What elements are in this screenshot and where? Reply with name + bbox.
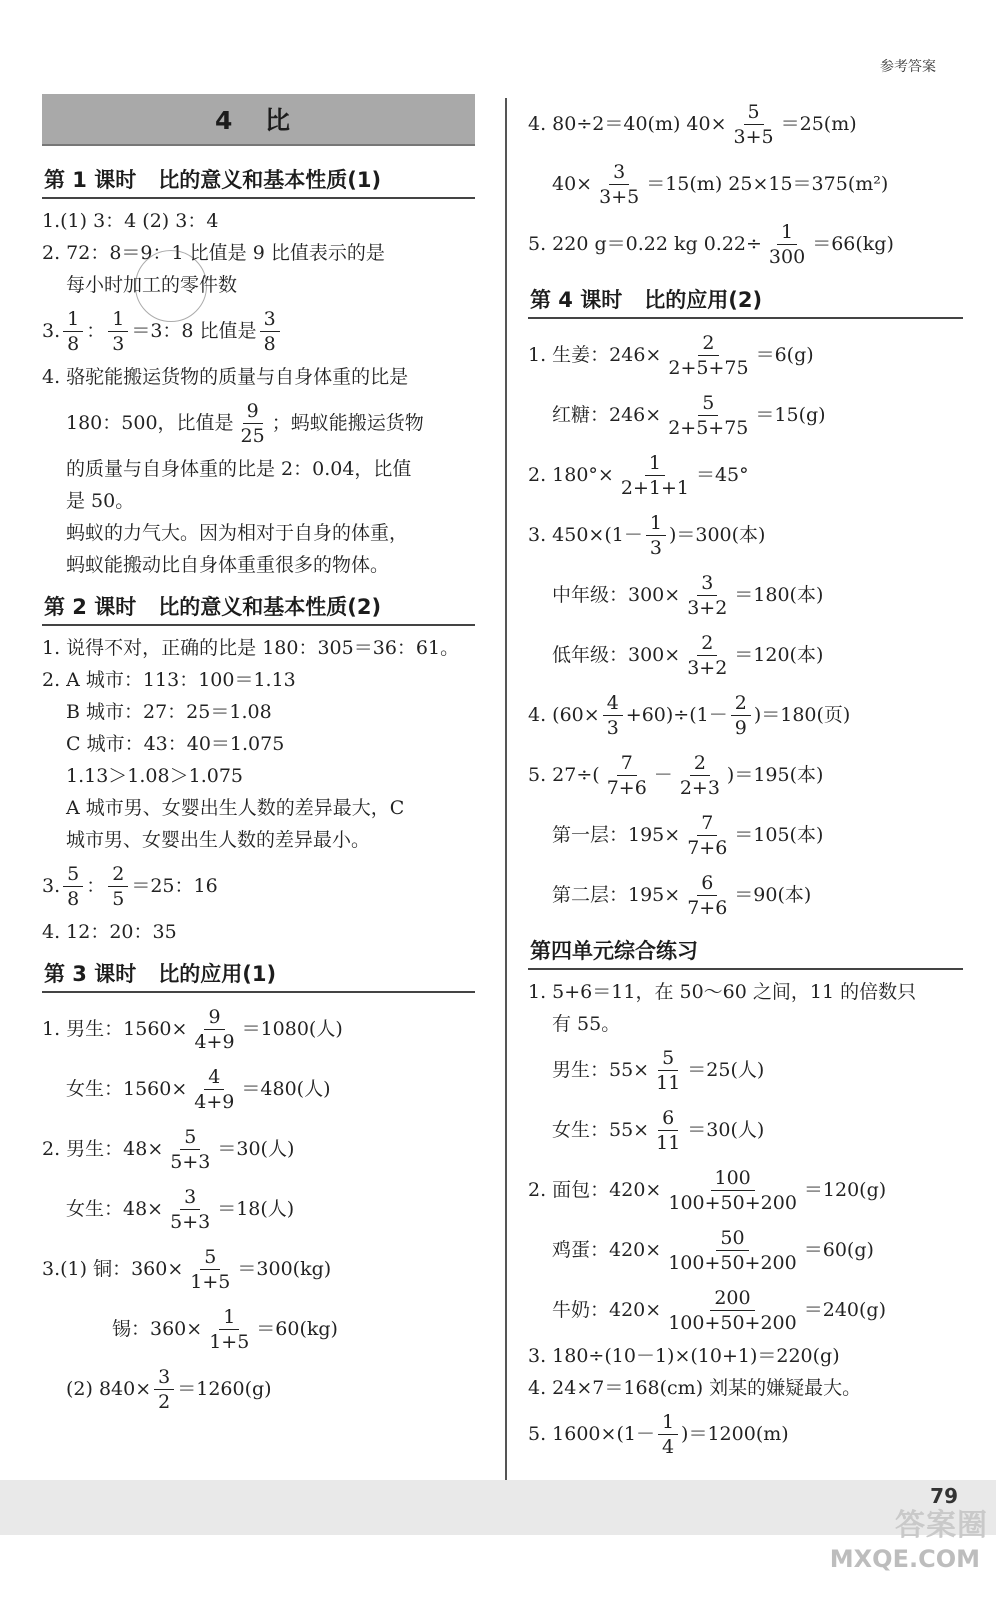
answer-line	[528, 1280, 963, 1340]
text: ：	[86, 320, 106, 342]
fraction: $\frac{1}{1+5}$	[209, 1305, 250, 1353]
fraction: $\frac{100}{100+50+200}$	[668, 1166, 797, 1214]
answer-line	[42, 1179, 475, 1239]
text: ＝6(g)	[755, 344, 814, 366]
text: 红糖：246×	[552, 404, 662, 426]
text: 5. 27÷(	[528, 764, 600, 786]
answer-line	[528, 1220, 963, 1280]
fraction: $\frac{1}{4}$	[658, 1410, 678, 1459]
answer-line: 的质量与自身体重的比是 2：0.04，比值	[66, 458, 412, 480]
text: 第二层：195×	[552, 884, 681, 906]
answer-line	[528, 1160, 963, 1220]
fraction: $\frac{1}{300}$	[768, 220, 806, 268]
text: ＝480(人)	[241, 1078, 331, 1100]
fraction: $\frac{2}{2+5+75}$	[668, 331, 749, 379]
fraction: $\frac{3}{2}$	[154, 1365, 174, 1414]
fraction: $\frac{6}{11}$	[656, 1106, 681, 1154]
text: 2. 180°×	[528, 464, 614, 486]
text: ＝300(kg)	[237, 1258, 332, 1280]
answer-line: 1. 说得不对，正确的比是 180：305＝36：61。	[42, 637, 460, 659]
lesson-3-title	[42, 954, 475, 993]
answer-line	[528, 565, 963, 625]
answer-line: 蚂蚁的力气大。因为相对于自身的体重，	[66, 522, 409, 544]
text: 180：500，比值是	[66, 412, 234, 434]
fraction: $\frac{4}{3}$	[603, 691, 623, 740]
fraction: $\frac{3}{3+5}$	[599, 160, 640, 208]
answer-line	[528, 214, 963, 274]
text: 中年级：300×	[552, 584, 681, 606]
fraction: $\frac{3}{3+2}$	[687, 571, 728, 619]
answer-line: 3. 180÷(10－1)×(10+1)＝220(g)	[528, 1345, 840, 1367]
fraction: $\frac{2}{9}$	[731, 691, 751, 740]
text: ＝15(g)	[755, 404, 826, 426]
answer-line	[528, 1040, 963, 1100]
answer-line	[528, 625, 963, 685]
text: 女生：55×	[552, 1119, 650, 1141]
text: ＝1260(g)	[177, 1378, 272, 1400]
answer-line	[42, 1299, 475, 1359]
fraction: $\frac{5}{2+5+75}$	[668, 391, 749, 439]
text: ：	[86, 875, 106, 897]
text: ＝18(人)	[217, 1198, 295, 1220]
answer-line: 是 50。	[66, 490, 135, 512]
left-column	[42, 94, 475, 1419]
answer-line	[42, 1059, 475, 1119]
fraction: $\frac{7}{7+6}$	[606, 751, 647, 799]
answer-line	[528, 325, 963, 385]
answer-line: 2. 72：8＝9：1 比值是 9 比值表示的是	[42, 242, 385, 264]
text: ＝25：16	[131, 875, 218, 897]
text: )＝1200(m)	[681, 1423, 789, 1445]
text: 男生：55×	[552, 1059, 650, 1081]
text: ＝60(kg)	[256, 1318, 338, 1340]
answer-line	[528, 385, 963, 445]
text: ＝45°	[695, 464, 749, 486]
fraction: $\frac{5}{8}$	[63, 862, 83, 911]
page-number: 79	[930, 1484, 958, 1508]
text: ＝120(本)	[734, 644, 824, 666]
text: ＝1080(人)	[241, 1018, 343, 1040]
answer-line: 城市男、女婴出生人数的差异最小。	[66, 829, 371, 851]
answer-line: 1.13＞1.08＞1.075	[66, 765, 244, 787]
text: )＝180(页)	[753, 704, 851, 726]
text: 4. 80÷2＝40(m) 40×	[528, 113, 727, 135]
answer-line: 4. 骆驼能搬运货物的质量与自身体重的比是	[42, 366, 409, 388]
text: 5. 220 g＝0.22 kg 0.22÷	[528, 233, 762, 255]
watermark-url: MXQE.COM	[829, 1545, 980, 1573]
text: 2. 面包：420×	[528, 1179, 662, 1201]
text: )＝195(本)	[726, 764, 824, 786]
text: 鸡蛋：420×	[552, 1239, 662, 1261]
fraction: $\frac{2}{2+3}$	[679, 751, 720, 799]
text: (2) 840×	[66, 1378, 152, 1400]
text: 3.	[42, 875, 61, 897]
fraction: $\frac{3}{8}$	[260, 307, 280, 356]
fraction: $\frac{2}{5}$	[108, 862, 128, 911]
answer-line: 1.(1) 3：4 (2) 3：4	[42, 210, 219, 232]
answer-line: 4. 24×7＝168(cm) 刘某的嫌疑最大。	[528, 1377, 862, 1399]
fraction: $\frac{3}{5+3}$	[170, 1185, 211, 1233]
fraction: $\frac{5}{3+5}$	[733, 100, 774, 148]
fraction: $\frac{1}{3}$	[108, 307, 128, 356]
text: 40×	[552, 173, 593, 195]
answer-line	[42, 999, 475, 1059]
answer-line	[528, 505, 963, 565]
answer-line	[528, 805, 963, 865]
lesson-1-title	[42, 160, 475, 199]
lesson-number: 第 4 课时	[530, 288, 623, 312]
text: 3.	[42, 320, 61, 342]
fraction: $\frac{1}{8}$	[63, 307, 83, 356]
text: ＝66(kg)	[812, 233, 894, 255]
answer-line	[528, 94, 963, 154]
lesson-name: 比的应用(2)	[644, 288, 763, 312]
answer-line	[42, 1359, 475, 1419]
answer-line	[528, 745, 963, 805]
answer-line: C 城市：43：40＝1.075	[66, 733, 285, 755]
text: ＝105(本)	[734, 824, 824, 846]
answer-line	[528, 865, 963, 925]
lesson-name: 比的意义和基本性质(1)	[158, 168, 382, 192]
lesson-number: 第 3 课时	[44, 962, 137, 986]
text: 2. 男生：48×	[42, 1138, 164, 1160]
footer-band	[0, 1480, 996, 1535]
fraction: $\frac{50}{100+50+200}$	[668, 1226, 797, 1274]
text: 牛奶：420×	[552, 1299, 662, 1321]
column-divider	[505, 98, 507, 1490]
fraction: $\frac{7}{7+6}$	[687, 811, 728, 859]
answer-line: A 城市男、女婴出生人数的差异最大，C	[66, 797, 405, 819]
fraction: $\frac{1}{2+1+1}$	[620, 451, 689, 499]
lesson-number: 第 1 课时	[44, 168, 137, 192]
answer-line: 每小时加工的零件数	[66, 274, 238, 296]
answer-line	[528, 445, 963, 505]
answer-line	[528, 1404, 963, 1464]
text: 女生：48×	[66, 1198, 164, 1220]
stamp-mark	[135, 250, 207, 322]
lesson-4-title	[528, 280, 963, 319]
text: －	[653, 764, 673, 786]
fraction: $\frac{4}{4+9}$	[194, 1065, 235, 1113]
fraction: $\frac{200}{100+50+200}$	[668, 1286, 797, 1334]
text: +60)÷(1－	[625, 704, 728, 726]
text: ＝60(g)	[803, 1239, 874, 1261]
text: )＝300(本)	[668, 524, 766, 546]
answer-line: 有 55。	[552, 1013, 621, 1035]
answer-line	[42, 856, 475, 916]
fraction: $\frac{5}{1+5}$	[190, 1245, 231, 1293]
text: ＝90(本)	[734, 884, 812, 906]
text: ；蚂蚁能搬运货物	[271, 412, 424, 434]
text: 低年级：300×	[552, 644, 681, 666]
text: 第一层：195×	[552, 824, 681, 846]
answer-line	[528, 154, 963, 214]
fraction: $\frac{2}{3+2}$	[687, 631, 728, 679]
answer-line	[42, 393, 475, 453]
lesson-name: 比的应用(1)	[158, 962, 277, 986]
fraction: $\frac{6}{7+6}$	[687, 871, 728, 919]
answer-line: B 城市：27：25＝1.08	[66, 701, 272, 723]
right-column	[528, 94, 963, 1464]
text: ＝30(人)	[217, 1138, 295, 1160]
text: 锡：360×	[112, 1318, 203, 1340]
text: ＝120(g)	[803, 1179, 887, 1201]
text: ＝15(m) 25×15＝375(m²)	[646, 173, 889, 195]
answer-line	[528, 685, 963, 745]
text: ＝180(本)	[734, 584, 824, 606]
answer-line	[42, 1239, 475, 1299]
lesson-name: 比的意义和基本性质(2)	[158, 595, 382, 619]
fraction: $\frac{9}{4+9}$	[194, 1005, 235, 1053]
chapter-title: 4 比	[42, 94, 475, 146]
text: 1. 男生：1560×	[42, 1018, 188, 1040]
answer-line	[42, 1119, 475, 1179]
fraction: $\frac{9}{25}$	[240, 399, 265, 447]
text: ＝30(人)	[687, 1119, 765, 1141]
answer-line: 1. 5+6＝11，在 50～60 之间，11 的倍数只	[528, 981, 917, 1003]
lesson-number: 第 2 课时	[44, 595, 137, 619]
text: 5. 1600×(1－	[528, 1423, 655, 1445]
answer-line: 蚂蚁能搬动比自身体重重很多的物体。	[66, 554, 390, 576]
answer-line	[528, 1100, 963, 1160]
fraction: $\frac{1}{3}$	[646, 511, 666, 560]
fraction: $\frac{5}{11}$	[656, 1046, 681, 1094]
watermark-logo: 答案圈	[895, 1508, 988, 1543]
answer-line	[42, 301, 475, 361]
text: 4. (60×	[528, 704, 600, 726]
lesson-2-title	[42, 587, 475, 626]
text: ＝3：8 比值是	[131, 320, 257, 342]
text: 1. 生姜：246×	[528, 344, 662, 366]
answer-line: 2. A 城市：113：100＝1.13	[42, 669, 296, 691]
header-label: 参考答案	[880, 59, 936, 75]
fraction: $\frac{5}{5+3}$	[170, 1125, 211, 1173]
unit-review-title: 第四单元综合练习	[528, 931, 963, 970]
text: 女生：1560×	[66, 1078, 188, 1100]
text: ＝25(人)	[687, 1059, 765, 1081]
answer-line: 4. 12：20：35	[42, 921, 177, 943]
text: 3.(1) 铜：360×	[42, 1258, 184, 1280]
text: 3. 450×(1－	[528, 524, 643, 546]
text: ＝240(g)	[803, 1299, 886, 1321]
text: ＝25(m)	[780, 113, 857, 135]
